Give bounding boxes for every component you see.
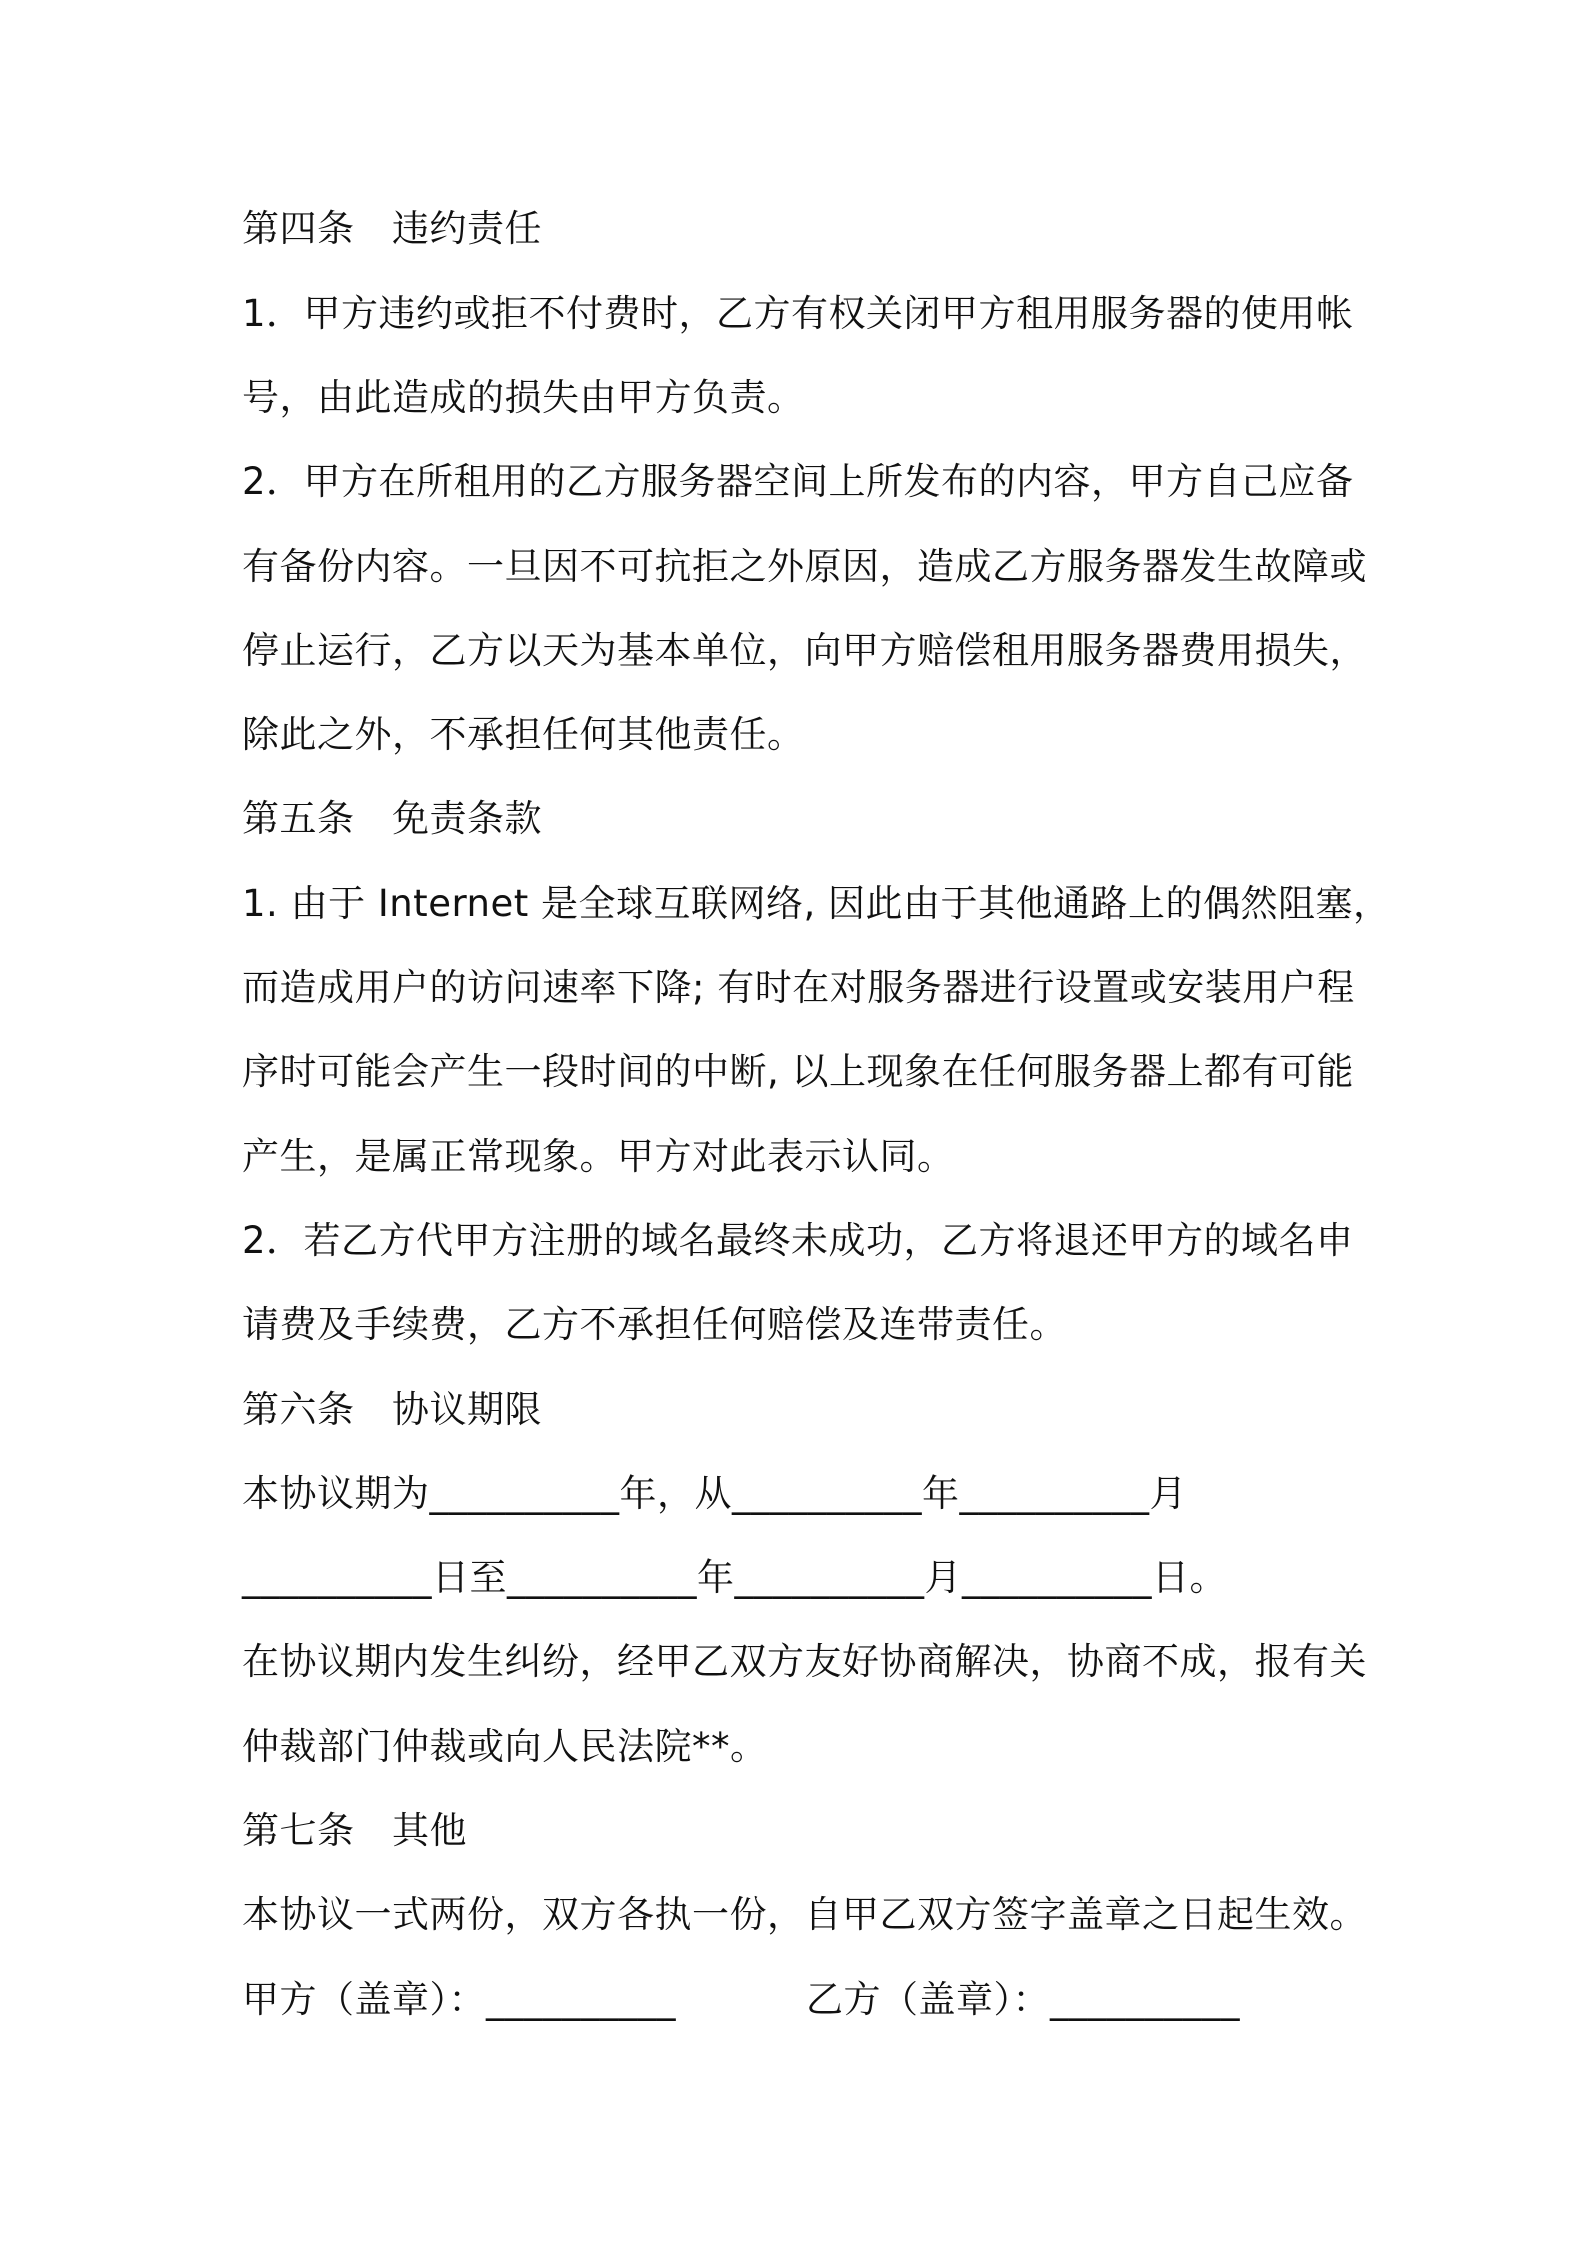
article-6-term-line-2: __________日至__________年__________月__________日。: [242, 1556, 1227, 1599]
article-5-heading: 第五条 免责条款: [242, 797, 542, 840]
article-4-item-1-line-2: 号，由此造成的损失由甲方负责。: [242, 376, 805, 419]
party-a-signature: 甲方（盖章）：__________: [242, 1978, 676, 2021]
article-5-item-1-line-2: 而造成用户的访问速率下降; 有时在对服务器进行设置或安装用户程: [242, 966, 1355, 1009]
article-4-item-2-line-1: 2．甲方在所租用的乙方服务器空间上所发布的内容，甲方自己应备: [242, 460, 1354, 503]
article-4-heading: 第四条 违约责任: [242, 207, 542, 250]
article-4-item-2-line-4: 除此之外，不承担任何其他责任。: [242, 713, 805, 756]
article-6-heading: 第六条 协议期限: [242, 1388, 542, 1431]
article-6-term-line-1: 本协议期为__________年，从__________年__________月: [242, 1472, 1187, 1515]
article-5-item-2-line-2: 请费及手续费，乙方不承担任何赔偿及连带责任。: [242, 1303, 1067, 1346]
article-5-item-1-line-3: 序时可能会产生一段时间的中断, 以上现象在任何服务器上都有可能: [242, 1050, 1355, 1093]
party-b-signature: 乙方（盖章）：__________: [806, 1978, 1240, 2021]
article-4-item-2-line-3: 停止运行，乙方以天为基本单位，向甲方赔偿租用服务器费用损失，: [242, 629, 1367, 672]
article-5-item-1-line-1: 1. 由于 Internet 是全球互联网络, 因此由于其他通路上的偶然阻塞，: [242, 882, 1391, 925]
article-7-heading: 第七条 其他: [242, 1809, 467, 1852]
article-4-item-2-line-2: 有备份内容。一旦因不可抗拒之外原因，造成乙方服务器发生故障或: [242, 545, 1367, 588]
article-6-dispute-line-2: 仲裁部门仲裁或向人民法院**。: [242, 1725, 768, 1768]
article-5-item-1-line-4: 产生，是属正常现象。甲方对此表示认同。: [242, 1135, 955, 1178]
article-6-dispute-line-1: 在协议期内发生纠纷，经甲乙双方友好协商解决，协商不成，报有关: [242, 1640, 1367, 1683]
article-4-item-1-line-1: 1．甲方违约或拒不付费时，乙方有权关闭甲方租用服务器的使用帐: [242, 292, 1354, 335]
article-5-item-2-line-1: 2．若乙方代甲方注册的域名最终未成功，乙方将退还甲方的域名申: [242, 1219, 1354, 1262]
article-7-line-1: 本协议一式两份，双方各执一份，自甲乙双方签字盖章之日起生效。: [242, 1893, 1367, 1936]
